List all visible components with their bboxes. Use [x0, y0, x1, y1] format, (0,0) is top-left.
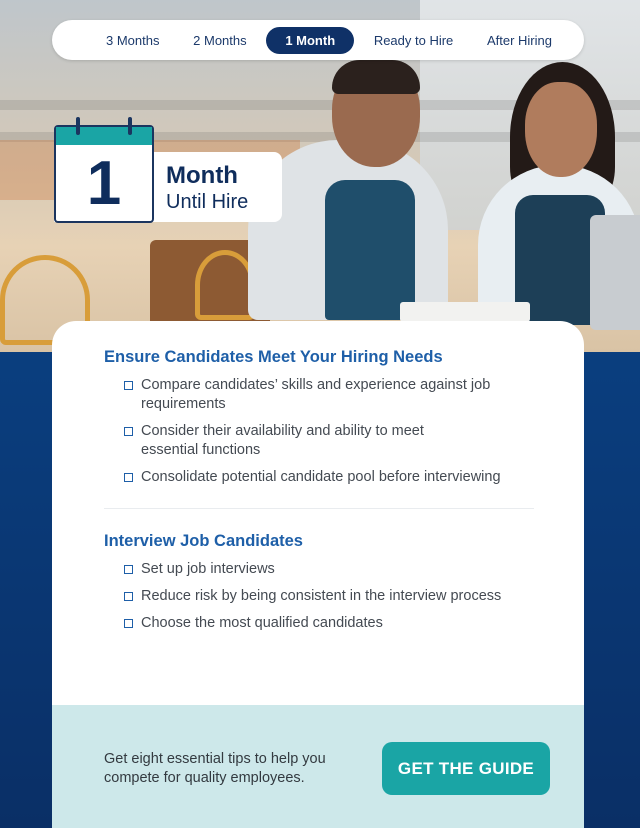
checkbox-icon [124, 427, 133, 436]
tab-3-months[interactable]: 3 Months [106, 32, 160, 48]
list-item [124, 560, 544, 579]
tab-1-month[interactable]: 1 Month [266, 27, 354, 54]
tab-after-hiring[interactable]: After Hiring [486, 32, 552, 48]
list-item [124, 422, 544, 460]
badge-label [166, 162, 248, 214]
content-card [52, 321, 584, 828]
section-title: Interview Job Candidates [104, 532, 303, 550]
divider [104, 508, 534, 509]
checkbox-icon [124, 473, 133, 482]
tab-2-months[interactable]: 2 Months [193, 32, 247, 48]
badge-number: 1 [86, 148, 122, 218]
get-the-guide-button[interactable]: GET THE GUIDE [382, 742, 550, 795]
list-item-text: Consolidate potential candidate pool before interviewing [141, 469, 501, 485]
cta-text: Get eight essential tips to help you compete for quality employees. [104, 751, 326, 786]
checkbox-icon [124, 381, 133, 390]
checkbox-icon [124, 619, 133, 628]
list-item [124, 587, 544, 606]
list-item-text: Choose the most qualified candidates [141, 615, 383, 631]
checkbox-icon [124, 565, 133, 574]
list-item [124, 376, 544, 414]
section-title: Ensure Candidates Meet Your Hiring Needs [104, 348, 443, 366]
list-item [124, 468, 544, 487]
tab-ready-to-hire[interactable]: Ready to Hire [373, 32, 454, 48]
section-hiring-needs [104, 348, 544, 487]
list-item-text: Compare candidates’ skills and experience against job requirements [141, 377, 491, 412]
checkbox-icon [124, 592, 133, 601]
calendar-icon [54, 125, 154, 223]
badge-line2: Until Hire [166, 191, 249, 213]
list-item-text: Consider their availability and ability to meet essential functions [141, 423, 424, 458]
cta-panel [52, 705, 584, 828]
timeline-tabs [52, 20, 584, 60]
section-interview [104, 532, 544, 633]
list-item-text: Set up job interviews [141, 561, 275, 577]
badge-line1: Month [166, 162, 238, 189]
list-item-text: Reduce risk by being consistent in the interview process [141, 588, 502, 604]
list-item [124, 614, 544, 633]
